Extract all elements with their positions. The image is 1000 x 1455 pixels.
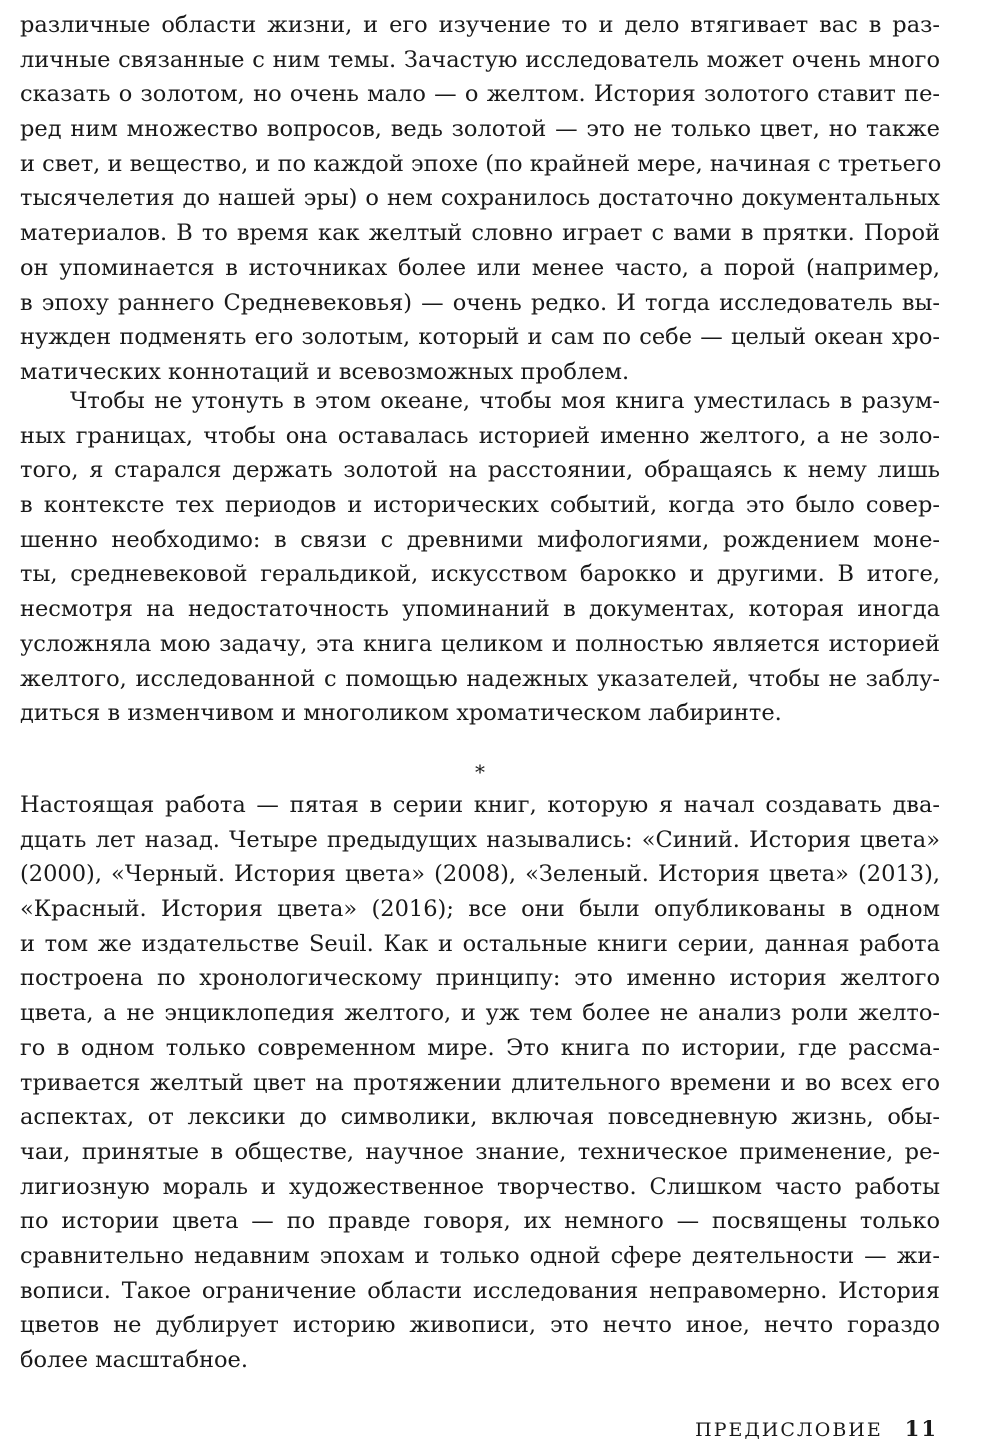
text-line: сказать о золотом, но очень мало — о желтом. История золотого ставит пе- bbox=[20, 81, 940, 108]
text-line: цветов не дублирует историю живописи, это нечто иное, нечто гораздо bbox=[20, 1312, 940, 1339]
text-line: матических коннотаций и всевозможных проблем. bbox=[20, 358, 630, 385]
running-footer bbox=[695, 1416, 938, 1441]
text-line: вописи. Такое ограничение области исследования неправомерно. История bbox=[20, 1277, 940, 1304]
text-line: ред ним множество вопросов, ведь золотой — это не только цвет, но также bbox=[20, 116, 940, 143]
text-line: ты, средневековой геральдикой, искусством барокко и другими. В итоге, bbox=[20, 561, 940, 588]
paragraph-1 bbox=[20, 8, 940, 390]
text-line: по истории цвета — по правде говоря, их немного — посвящены только bbox=[20, 1208, 940, 1235]
text-line: материалов. В то время как желтый словно играет с вами в прятки. Порой bbox=[20, 220, 940, 247]
text-line: го в одном только современном мире. Это книга по истории, где рассма- bbox=[20, 1034, 940, 1061]
text-line: чаи, принятые в обществе, научное знание, техническое применение, ре- bbox=[20, 1138, 940, 1165]
paragraph-3 bbox=[20, 788, 940, 1378]
text-line: и свет, и вещество, и по каждой эпохе (по крайней мере, начиная с третьего bbox=[20, 150, 942, 177]
text-line: аспектах, от лексики до символики, включая повседневную жизнь, обы- bbox=[20, 1104, 940, 1131]
text-line: Чтобы не утонуть в этом океане, чтобы моя книга уместилась в разум- bbox=[70, 388, 940, 414]
text-line: и том же издательстве Seuil. Как и остальные книги серии, данная работа bbox=[20, 930, 940, 957]
paragraph-2 bbox=[20, 384, 940, 731]
text-line: тривается желтый цвет на протяжении длительного времени и во всех его bbox=[20, 1069, 940, 1096]
text-line: более масштабное. bbox=[20, 1347, 249, 1373]
text-line: цвета, а не энциклопедия желтого, и уж тем более не анализ роли желто- bbox=[20, 1000, 940, 1027]
text-line: диться в изменчивом и многоликом хроматическом лабиринте. bbox=[20, 700, 782, 727]
text-line: тысячелетия до нашей эры) о нем сохранилось достаточно документальных bbox=[20, 185, 940, 212]
section-title: ПРЕДИСЛОВИЕ bbox=[695, 1419, 883, 1441]
text-line: желтого, исследованной с помощью надежных указателей, чтобы не заблу- bbox=[20, 665, 940, 692]
text-line: «Красный. История цвета» (2016); все они были опубликованы в одном bbox=[20, 896, 940, 923]
text-line: того, я старался держать золотой на расстоянии, обращаясь к нему лишь bbox=[20, 457, 940, 484]
text-line: Настоящая работа — пятая в серии книг, которую я начал создавать два- bbox=[20, 792, 940, 818]
text-line: усложняла мою задачу, эта книга целиком и полностью является историей bbox=[20, 630, 940, 657]
text-line: различные области жизни, и его изучение то и дело втягивает вас в раз- bbox=[20, 12, 940, 38]
text-line: несмотря на недостаточность упоминаний в документах, которая иногда bbox=[20, 596, 940, 623]
text-line: нужден подменять его золотым, который и сам по себе — целый океан хро- bbox=[20, 324, 940, 351]
text-line: ных границах, чтобы она оставалась историей именно желтого, а не золо- bbox=[20, 422, 940, 449]
text-line: (2000), «Черный. История цвета» (2008), «Зеленый. История цвета» (2013), bbox=[20, 861, 940, 888]
text-line: дцать лет назад. Четыре предыдущих назывались: «Синий. История цвета» bbox=[20, 826, 940, 853]
text-line: сравнительно недавним эпохам и только одной сфере деятельности — жи- bbox=[20, 1242, 940, 1269]
text-line: он упоминается в источниках более или менее часто, а порой (например, bbox=[20, 254, 940, 281]
text-line: лигиозную мораль и художественное творчество. Слишком часто работы bbox=[20, 1173, 940, 1200]
text-line: в контексте тех периодов и исторических событий, когда это было совер- bbox=[20, 492, 940, 519]
text-line: в эпоху раннего Средневековья) — очень редко. И тогда исследователь вы- bbox=[20, 289, 940, 316]
page-number: 11 bbox=[904, 1416, 938, 1441]
text-line: шенно необходимо: в связи с древними мифологиями, рождением моне- bbox=[20, 526, 940, 553]
text-line: личные связанные с ним темы. Зачастую исследователь может очень много bbox=[20, 46, 940, 73]
section-separator: * bbox=[475, 760, 485, 784]
text-line: построена по хронологическому принципу: это именно история желтого bbox=[20, 965, 940, 992]
